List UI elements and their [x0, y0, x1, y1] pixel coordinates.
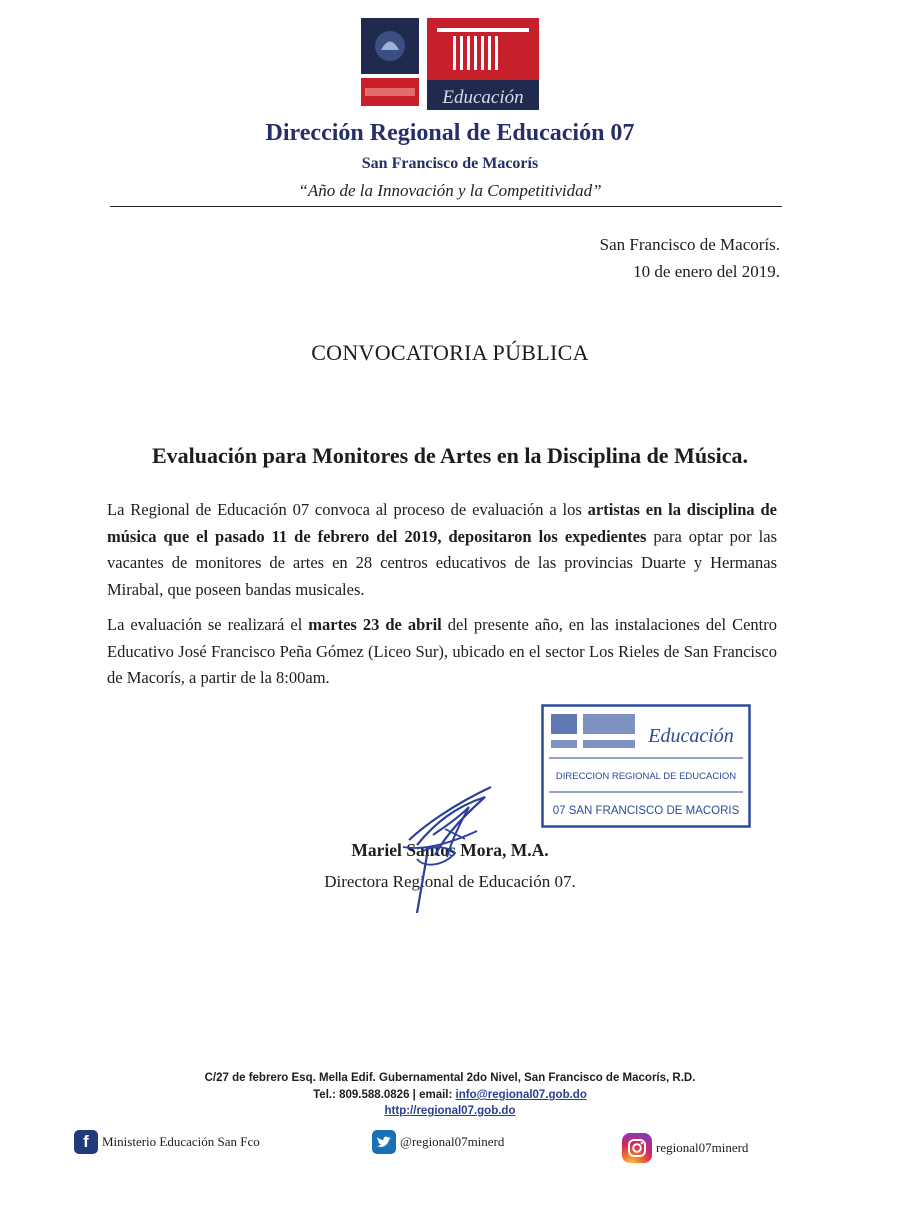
logo-text: Educación — [442, 87, 524, 108]
instagram-icon — [622, 1133, 652, 1163]
footer-email-link[interactable]: info@regional07.gob.do — [455, 1089, 587, 1101]
twitter-handle: @regional07minerd — [400, 1134, 505, 1149]
document-heading: CONVOCATORIA PÚBLICA — [311, 340, 589, 365]
twitter-icon — [372, 1130, 396, 1154]
stamp-logo-text: Educación — [648, 725, 734, 747]
para1-text-2: para optar por las vacantes de monitores de artes en 28 centros educativos de las provincias Duarte y Hermanas Mirabal, que poseen bandas musicales. — [107, 526, 777, 599]
body-paragraph-1 — [107, 497, 777, 603]
footer-contact — [0, 1089, 900, 1101]
social-instagram[interactable] — [622, 1133, 748, 1163]
facebook-handle: Ministerio Educación San Fco — [102, 1134, 260, 1149]
para2-bold: martes 23 de abril — [308, 615, 442, 634]
letter-date — [600, 231, 780, 285]
footer-website — [0, 1105, 900, 1117]
social-twitter[interactable] — [372, 1130, 504, 1154]
header-divider — [110, 206, 782, 207]
official-stamp — [541, 704, 751, 828]
stamp-line-1: DIRECCION REGIONAL DE EDUCACION — [555, 771, 737, 782]
para1-bold: artistas en la disciplina de música que el pasado 11 de febrero del 2019, depositaron los expedientes — [107, 500, 777, 546]
document-subheading: Evaluación para Monitores de Artes en la Disciplina de Música. — [151, 443, 749, 468]
footer-address: C/27 de febrero Esq. Mella Edif. Gubernamental 2do Nivel, San Francisco de Macorís, R.D. — [204, 1072, 696, 1084]
header-title: Dirección Regional de Educación 07 — [265, 120, 635, 146]
signatory-title: Directora Regional de Educación 07. — [324, 872, 576, 891]
footer-website-link[interactable]: http://regional07.gob.do — [384, 1105, 516, 1117]
para1-text-1: La Regional de Educación 07 convoca al proceso de evaluación a los — [107, 500, 588, 519]
ministry-logo — [361, 18, 539, 113]
handwritten-signature — [395, 785, 505, 913]
header-motto: “Año de la Innovación y la Competitividad” — [298, 181, 602, 200]
para2-text-1: La evaluación se realizará el — [107, 615, 309, 634]
social-facebook[interactable] — [74, 1130, 260, 1154]
para2-text-2: del presente año, en las instalaciones del Centro Educativo José Francisco Peña Gómez (Liceo Sur), ubicado en el sector Los Rieles de San Francisco de Macorís, a partir de la 8:00am. — [107, 615, 777, 687]
footer-phone: Tel.: 809.588.0826 | email: — [313, 1089, 456, 1101]
header-subtitle: San Francisco de Macorís — [361, 155, 539, 172]
body-paragraph-2 — [107, 612, 777, 692]
facebook-icon: f — [74, 1130, 98, 1154]
date-value: 10 de enero del 2019. — [633, 262, 780, 281]
stamp-line-2: 07 SAN FRANCISCO DE MACORIS — [552, 805, 740, 817]
instagram-handle: regional07minerd — [656, 1140, 749, 1155]
signatory-name: Mariel Santos Mora, M.A. — [351, 840, 549, 860]
date-place: San Francisco de Macorís. — [599, 235, 780, 254]
